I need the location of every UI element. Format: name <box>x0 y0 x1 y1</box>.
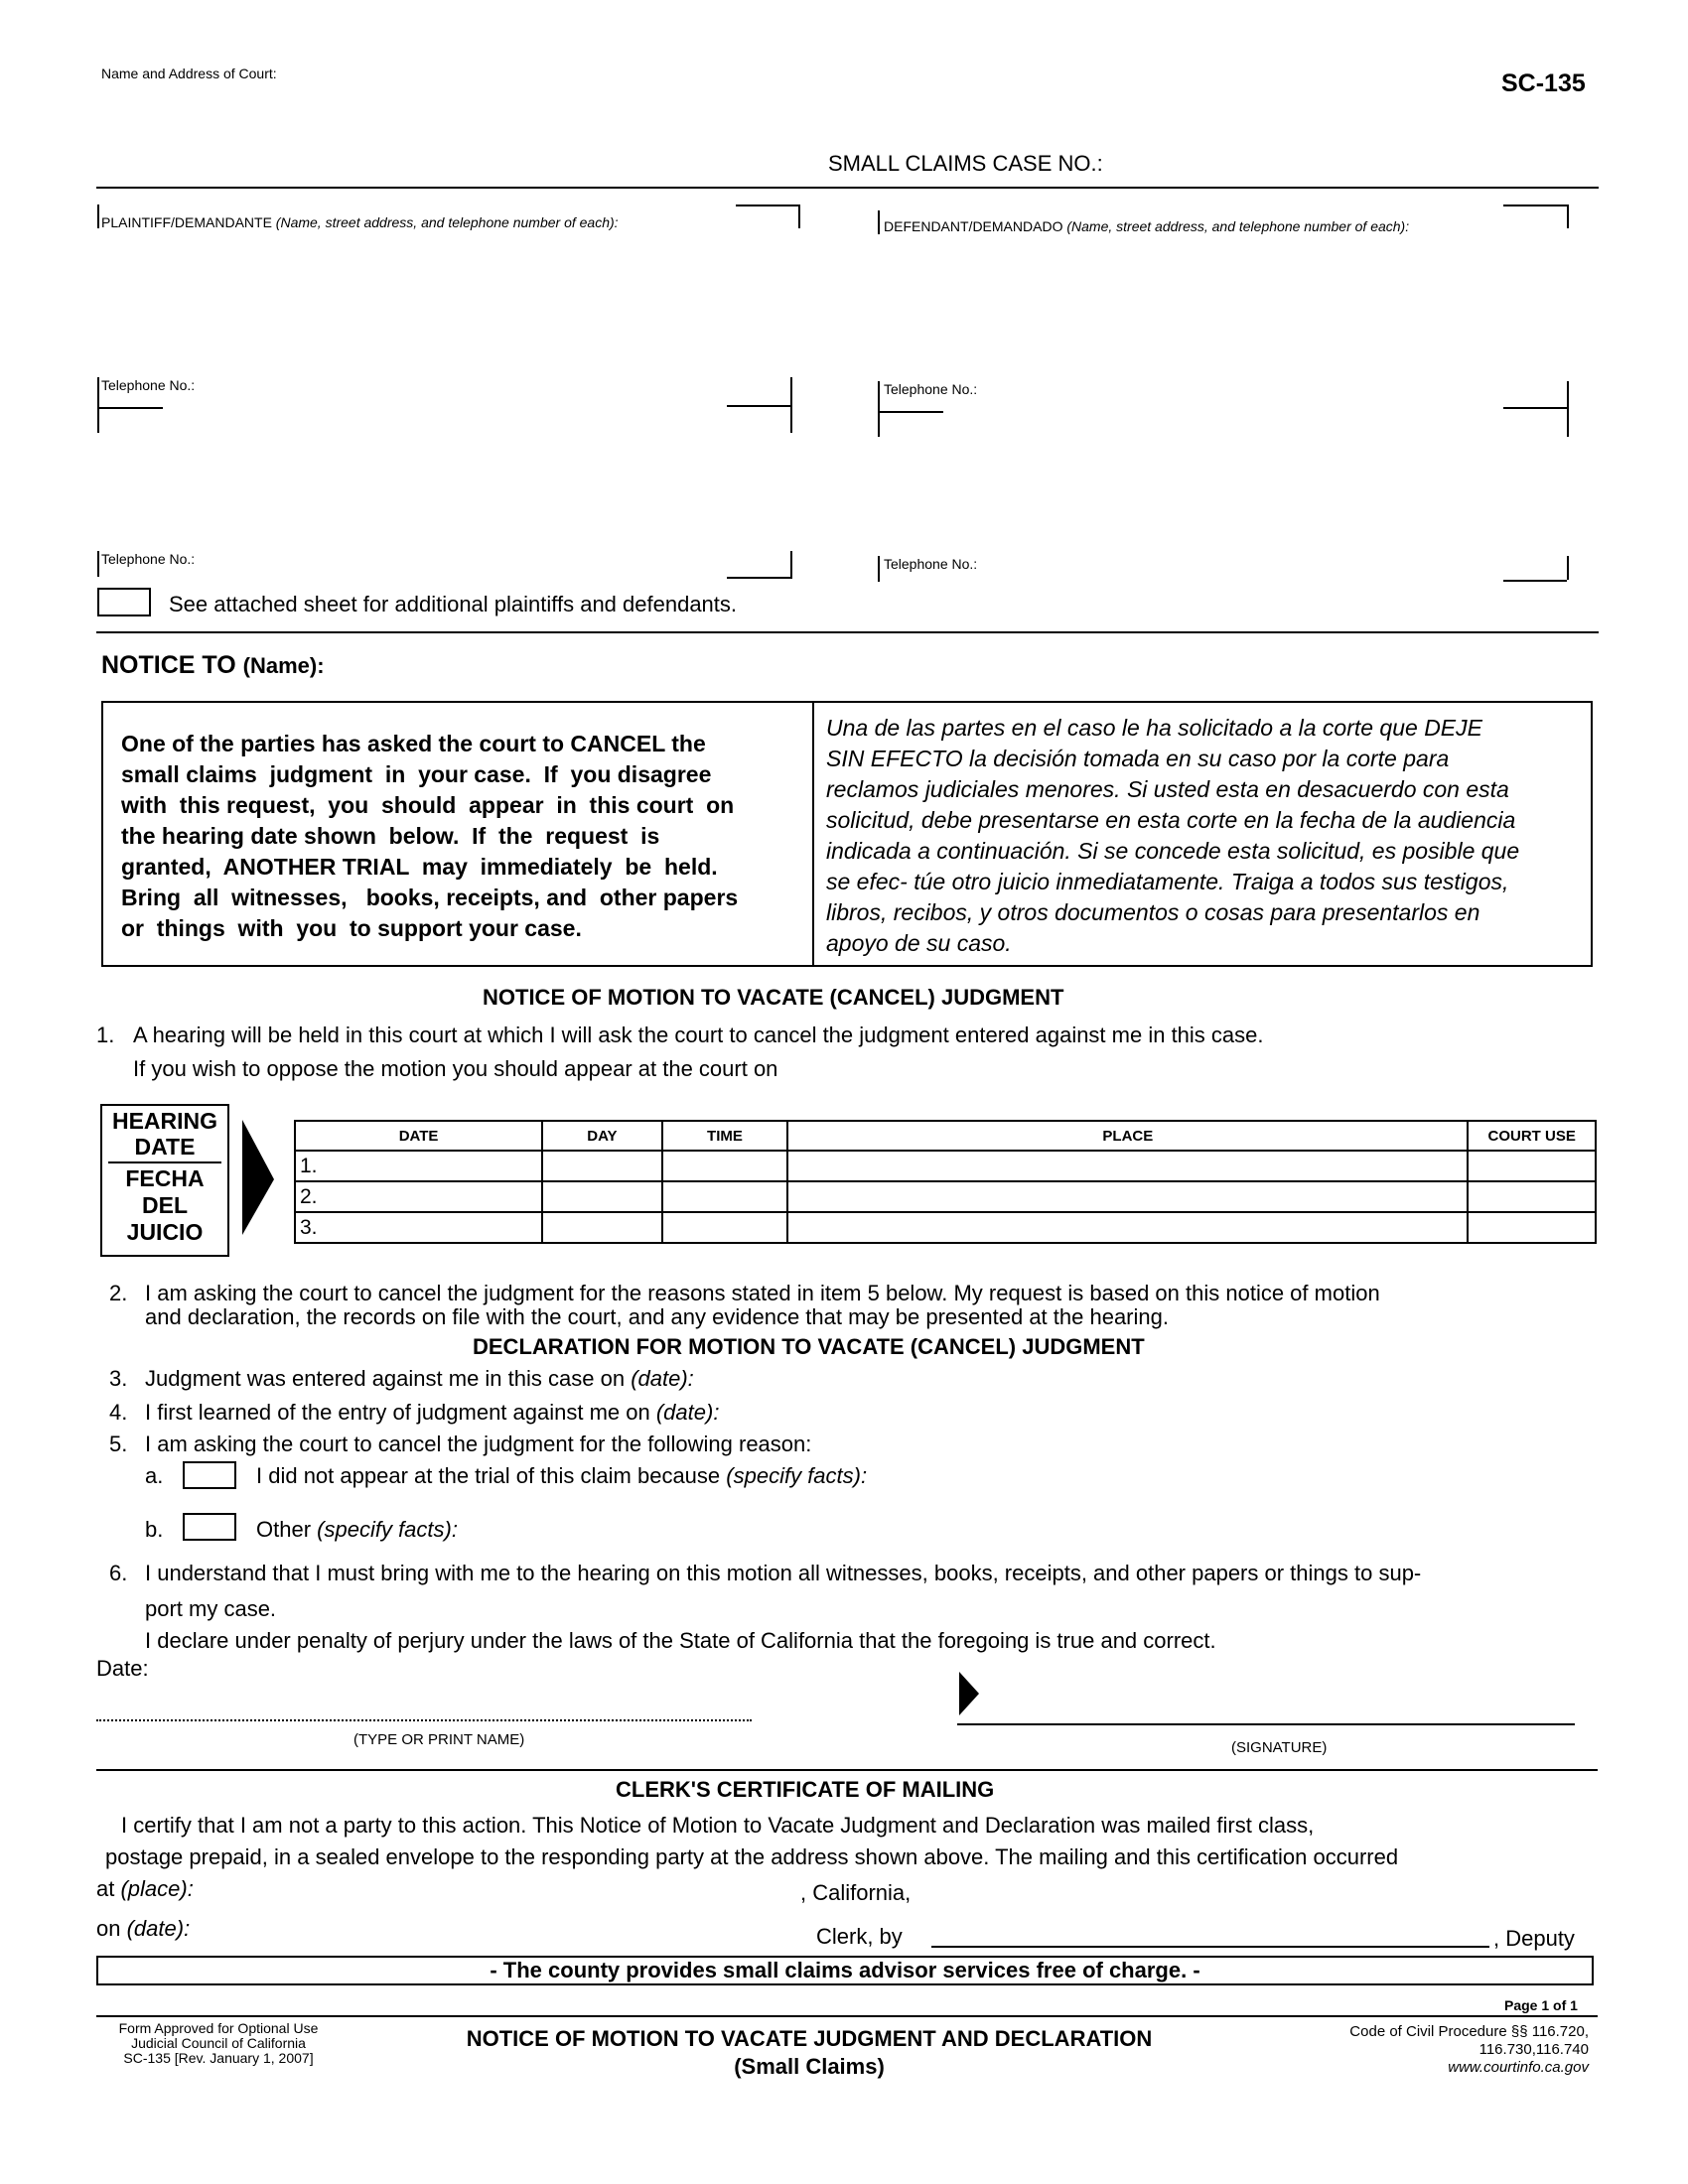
item-6-text: I understand that I must bring with me to the hearing on this motion all witnesses, books, receipts, and other papers or things to sup- <box>145 1561 1422 1585</box>
item-5b-text: Other <box>256 1517 312 1542</box>
footer-title: NOTICE OF MOTION TO VACATE JUDGMENT AND DECLARATION <box>466 2026 1153 2051</box>
notice-spanish-line: Una de las partes en el caso le ha solicitado a la corte que DEJE <box>826 715 1482 741</box>
column-header: DAY <box>542 1121 662 1151</box>
code-reference <box>1271 2023 1589 2077</box>
item-5b-letter: b. <box>145 1517 164 1542</box>
advisor-text: - The county provides small claims advisor services free of charge. - <box>490 1958 1200 1982</box>
court-use-cell <box>1468 1151 1596 1181</box>
notice-english-line: One of the parties has asked the court to CANCEL the <box>121 731 706 756</box>
place-cell[interactable] <box>787 1212 1468 1243</box>
item-3-number: 3. <box>109 1366 128 1391</box>
item-2-text: I am asking the court to cancel the judgment for the reasons stated in item 5 below. My request is based on this notice of motion <box>145 1281 1380 1305</box>
column-header: PLACE <box>787 1121 1468 1151</box>
additional-parties-checkbox[interactable] <box>97 588 151 616</box>
item-5a-hint: (specify facts): <box>726 1463 868 1488</box>
defendant-telephone-2[interactable] <box>878 556 1573 586</box>
notice-spanish-text <box>826 713 1519 959</box>
item-5-text: I am asking the court to cancel the judgment for the following reason: <box>145 1432 812 1456</box>
day-cell[interactable] <box>542 1151 662 1181</box>
approval-line-2: Judicial Council of California <box>131 2035 306 2051</box>
day-cell[interactable] <box>542 1181 662 1212</box>
item-1-text-2: If you wish to oppose the motion you should appear at the court on <box>133 1056 778 1081</box>
defendant-hint: (Name, street address, and telephone number of each): <box>1066 218 1410 234</box>
arrow-right-icon <box>238 1120 278 1239</box>
fecha-label-line-1: FECHA <box>125 1165 205 1191</box>
item-1-text: A hearing will be held in this court at which I will ask the court to cancel the judgment entered against me in this case. <box>133 1023 1264 1047</box>
perjury-statement: I declare under penalty of perjury under the laws of the State of California that the foregoing is true and correct. <box>145 1628 1216 1653</box>
item-2-text-2: and declaration, the records on file with the court, and any evidence that may be presented at the hearing. <box>145 1304 1169 1329</box>
on-label: on <box>96 1916 121 1941</box>
column-header: DATE <box>295 1121 542 1151</box>
clerk-by-label: Clerk, by <box>816 1924 903 1949</box>
date-hint: (date): <box>126 1916 191 1941</box>
notice-to-title: NOTICE TO (Name): <box>101 651 325 679</box>
column-header: COURT USE <box>1468 1121 1596 1151</box>
court-use-cell <box>1468 1181 1596 1212</box>
notice-english-line: small claims judgment in your case. If you disagree <box>121 761 712 787</box>
form-number: SC-135 <box>1501 69 1586 97</box>
day-cell[interactable] <box>542 1212 662 1243</box>
notice-spanish-line: indicada a continuación. Si se concede esta solicitud, es posible que <box>826 838 1520 864</box>
hearing-table <box>294 1120 1597 1244</box>
notice-english-line: granted, ANOTHER TRIAL may immediately be held. <box>121 854 718 880</box>
clerk-signature-field[interactable] <box>931 1946 1489 1948</box>
advisor-banner <box>96 1956 1594 1985</box>
row-number: 2. <box>295 1181 542 1212</box>
code-line-2: 116.730,116.740 <box>1478 2041 1589 2058</box>
place-cell[interactable] <box>787 1181 1468 1212</box>
item-3-text: Judgment was entered against me in this case on <box>145 1366 626 1391</box>
plaintiff-hint: (Name, street address, and telephone number of each): <box>275 214 619 230</box>
declaration-title: DECLARATION FOR MOTION TO VACATE (CANCEL) JUDGMENT <box>473 1334 1145 1359</box>
notice-english-line: Bring all witnesses, books, receipts, and other papers <box>121 885 739 910</box>
item-4-text: I first learned of the entry of judgment against me on <box>145 1400 650 1425</box>
hearing-label-line-1: HEARING <box>111 1108 218 1134</box>
notice-spanish-line: se efec- túe otro juicio inmediatamente. Traiga a todos sus testigos, <box>826 869 1509 894</box>
fecha-label-line-3: JUICIO <box>126 1219 204 1245</box>
print-name-field[interactable] <box>96 1719 752 1721</box>
signature-label: (SIGNATURE) <box>1231 1739 1328 1756</box>
item-5b-hint: (specify facts): <box>317 1517 458 1542</box>
clerk-text-2: postage prepaid, in a sealed envelope to the responding party at the address shown above. The mailing and this certification occurred <box>105 1844 1399 1869</box>
column-header: TIME <box>662 1121 788 1151</box>
attached-sheet-text: See attached sheet for additional plaintiffs and defendants. <box>169 592 738 616</box>
row-number: 1. <box>295 1151 542 1181</box>
place-cell[interactable] <box>787 1151 1468 1181</box>
item-1-number: 1. <box>96 1023 115 1047</box>
notice-english-text <box>121 729 738 944</box>
row-number: 3. <box>295 1212 542 1243</box>
notice-spanish-line: solicitud, debe presentarse en esta corte en la fecha de la audiencia <box>826 807 1516 833</box>
item-4-date-hint: (date): <box>655 1400 720 1425</box>
item-6-number: 6. <box>109 1561 128 1585</box>
footer-subtitle: (Small Claims) <box>734 2054 885 2079</box>
item-6-text-2: port my case. <box>145 1596 277 1621</box>
at-label: at <box>96 1876 115 1901</box>
table-row[interactable] <box>295 1151 1596 1181</box>
footer-divider <box>96 2015 1598 2017</box>
telephone-label: Telephone No.: <box>884 556 978 572</box>
form-approval <box>89 2021 348 2066</box>
notice-english-line: or things with you to support your case. <box>121 915 582 941</box>
time-cell[interactable] <box>662 1181 788 1212</box>
item-5a-letter: a. <box>145 1463 164 1488</box>
case-number-label: SMALL CLAIMS CASE NO.: <box>828 151 1103 176</box>
item-5a-text: I did not appear at the trial of this claim because <box>256 1463 721 1488</box>
approval-line-3: SC-135 [Rev. January 1, 2007] <box>123 2050 314 2066</box>
court-name-label: Name and Address of Court: <box>101 66 277 81</box>
code-line-1: Code of Civil Procedure §§ 116.720, <box>1349 2023 1589 2040</box>
plaintiff-label: PLAINTIFF/DEMANDANTE <box>101 214 272 230</box>
defendant-telephone-1[interactable] <box>878 381 1573 439</box>
divider <box>96 1769 1598 1771</box>
item-3-date-hint: (date): <box>631 1366 694 1391</box>
court-use-cell <box>1468 1212 1596 1243</box>
clerk-text-1: I certify that I am not a party to this action. This Notice of Motion to Vacate Judgment and Declaration was mailed first class, <box>121 1813 1315 1838</box>
notice-spanish-line: SIN EFECTO la decisión tomada en su caso por la corte para <box>826 746 1450 771</box>
fecha-label-line-2: DEL <box>142 1192 188 1218</box>
notice-spanish-box <box>812 701 1593 967</box>
clerk-title: CLERK'S CERTIFICATE OF MAILING <box>616 1777 995 1802</box>
signature-arrow-icon <box>959 1672 981 1717</box>
plaintiff-telephone-1[interactable] <box>97 377 792 435</box>
website-link[interactable]: www.courtinfo.ca.gov <box>1448 2059 1589 2076</box>
california-text: , California, <box>800 1880 912 1905</box>
hearing-label-line-2: DATE <box>134 1134 196 1160</box>
item-4-number: 4. <box>109 1400 128 1425</box>
time-cell[interactable] <box>662 1151 788 1181</box>
date-label: Date: <box>96 1656 149 1681</box>
plaintiff-telephone-2[interactable] <box>97 551 792 581</box>
notice-english-box <box>101 701 814 967</box>
telephone-label: Telephone No.: <box>884 381 978 397</box>
item-2-number: 2. <box>109 1281 128 1305</box>
notice-english-line: with this request, you should appear in this court on <box>121 792 735 818</box>
divider <box>96 631 1599 633</box>
notice-english-line: the hearing date shown below. If the request is <box>121 823 660 849</box>
time-cell[interactable] <box>662 1212 788 1243</box>
print-name-label: (TYPE OR PRINT NAME) <box>353 1731 525 1748</box>
telephone-label: Telephone No.: <box>101 551 196 567</box>
notice-spanish-line: reclamos judiciales menores. Si usted esta en desacuerdo con esta <box>826 776 1509 802</box>
footer-title-block <box>377 2025 1241 2081</box>
hearing-table-header <box>295 1121 1596 1151</box>
reason-a-checkbox[interactable] <box>183 1461 236 1489</box>
telephone-label: Telephone No.: <box>101 377 196 393</box>
deputy-label: , Deputy <box>1493 1926 1575 1951</box>
case-number-field[interactable] <box>96 187 1599 189</box>
motion-title: NOTICE OF MOTION TO VACATE (CANCEL) JUDGMENT <box>483 985 1064 1010</box>
hearing-date-label-box <box>100 1104 229 1257</box>
table-row[interactable] <box>295 1212 1596 1243</box>
signature-field[interactable] <box>957 1723 1575 1725</box>
page-number: Page 1 of 1 <box>1504 1997 1578 2013</box>
table-row[interactable] <box>295 1181 1596 1212</box>
defendant-label: DEFENDANT/DEMANDADO <box>884 218 1063 234</box>
approval-line-1: Form Approved for Optional Use <box>118 2020 319 2036</box>
notice-spanish-line: apoyo de su caso. <box>826 930 1012 956</box>
item-5-number: 5. <box>109 1432 128 1456</box>
reason-b-checkbox[interactable] <box>183 1513 236 1541</box>
notice-spanish-line: libros, recibos, y otros documentos o cosas para presentarlos en <box>826 899 1480 925</box>
place-hint: (place): <box>120 1876 194 1901</box>
